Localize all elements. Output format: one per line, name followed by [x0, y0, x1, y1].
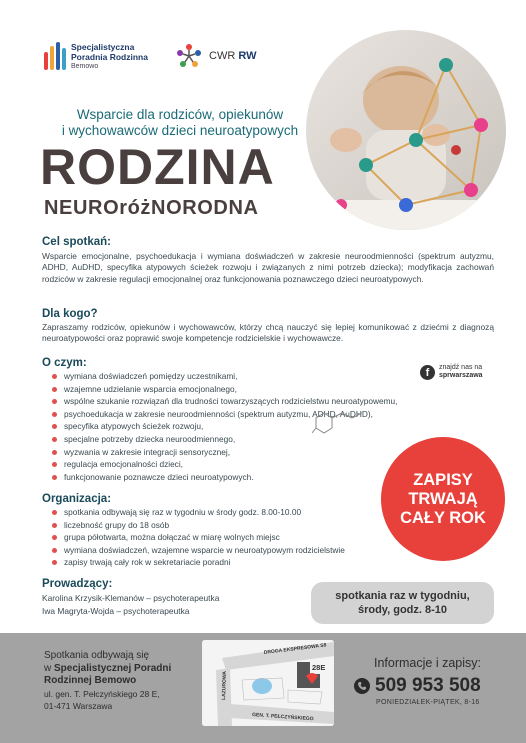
phone-number: 509 953 508 — [375, 675, 481, 696]
cwr-logo-icon — [175, 42, 203, 70]
list-item: liczebność grupy do 18 osób — [52, 519, 345, 532]
org-logo-icon — [44, 42, 66, 70]
prowadzacy-heading: Prowadzący: — [42, 578, 113, 590]
map-street1: DROGA EKSPRESOWA S8 — [263, 642, 327, 656]
person: Karolina Krzysik-Klemanów – psychoterapeutka — [42, 593, 220, 603]
list-item: grupa półotwarta, można dołączać w miarę wolnych miejsc — [52, 531, 345, 544]
list-item: wymiana doświadczeń pomiędzy uczestnikami, — [52, 370, 397, 383]
footer-address-block — [44, 650, 171, 713]
list-item: regulacja emocjonalności dzieci, — [52, 458, 397, 471]
list-item: wymiana doświadczeń, wzajemne wsparcie w neuroatypowym rodzicielstwie — [52, 544, 345, 557]
schedule-line1: spotkania raz w tygodniu, — [335, 590, 470, 602]
list-item: specjalne potrzeby dziecka neuroodmiennego, — [52, 433, 397, 446]
org-district: Bemowo — [71, 63, 99, 70]
map-building: 28E — [312, 663, 326, 672]
list-item: wyzwania w zakresie integracji sensorycznej, — [52, 446, 397, 459]
list-item: wzajemne udzielanie wsparcia emocjonalnego, — [52, 383, 397, 396]
map-street3: GEN. T. PEŁCZYŃSKIEGO — [251, 712, 314, 723]
hero-photo — [306, 30, 506, 230]
list-item: wspólne szukanie rozwiązań dla trudności towarzyszących rodzicielstwu neuroatypowemu, — [52, 395, 397, 408]
cwr-logo — [175, 42, 256, 70]
footer-line1: Spotkania odbywają się — [44, 650, 150, 661]
list-item: spotkania odbywają się raz w tygodniu w środy godz. 8.00-10.00 — [52, 506, 345, 519]
footer-line3-bold: Rodzinnej Bemowo — [44, 675, 137, 686]
zapisy-line2: TRWAJĄ — [408, 489, 478, 508]
phone-link[interactable] — [354, 675, 481, 697]
main-title: RODZINA — [40, 139, 275, 195]
footer-address2: 01-471 Warszawa — [44, 701, 113, 711]
footer-address1: ul. gen. T. Pełczyńskiego 28 E, — [44, 688, 160, 699]
phone-icon — [354, 678, 370, 694]
list-item: psychoedukacja w zakresie neuroodmienności (spektrum autyzmu, ADHD, AuDHD), — [52, 408, 397, 421]
list-item: funkcjonowanie poznawcze dzieci neuroatypowych. — [52, 471, 397, 484]
hero-subtitle — [30, 107, 330, 139]
main-subtitle: NEUROróżNORODNA — [44, 197, 259, 219]
dla-kogo-text: Zapraszamy rodziców, opiekunów i wychowawców, którzy chcą nauczyć się lepiej komunikować z dziećmi z diagnozą neuroatypowości oraz poprawić swoje kompetencje rodzicielskie i wychowawcze. — [42, 322, 494, 344]
facebook-line1: znajdź nas na — [439, 364, 483, 371]
prowadzacy-list — [42, 592, 219, 617]
cwr-bold: RW — [238, 50, 257, 62]
hero-subtitle-line2: i wychowawców dzieci neuroatypowych — [61, 123, 299, 138]
list-item: zapisy trwają cały rok w sekretariacie poradni — [52, 556, 345, 569]
facebook-line2: sprwarszawa — [439, 372, 483, 379]
schedule-line2: środy, godz. 8-10 — [357, 604, 448, 616]
org-logo — [44, 42, 148, 71]
list-item: specyfika atypowych ścieżek rozwoju, — [52, 420, 397, 433]
facebook-link[interactable] — [420, 364, 483, 380]
dla-kogo-heading: Dla kogo? — [42, 308, 98, 320]
molecule-icon — [312, 405, 370, 439]
footer-line2-prefix: w — [44, 662, 54, 674]
location-map — [202, 640, 334, 726]
office-hours: PONIEDZIAŁEK-PIĄTEK, 8-16 — [376, 699, 480, 706]
person: Iwa Magryta-Wojda – psychoterapeutka — [42, 605, 190, 616]
zapisy-line3: CAŁY ROK — [400, 508, 486, 527]
schedule-pill — [311, 582, 494, 624]
zapisy-line1: ZAPISY — [413, 470, 473, 489]
org-name-line1: Specjalistyczna — [71, 42, 135, 52]
info-label: Informacje i zapisy: — [374, 656, 481, 670]
cel-heading: Cel spotkań: — [42, 236, 112, 248]
zapisy-badge — [381, 437, 505, 561]
organizacja-list — [52, 506, 345, 569]
map-street2: LAZUROWA — [221, 670, 229, 701]
hero-subtitle-line1: Wsparcie dla rodziców, opiekunów — [76, 107, 284, 122]
footer-line2-bold: Specjalistycznej Poradni — [54, 662, 172, 674]
org-name-line2: Poradnia Rodzinna — [71, 52, 148, 62]
facebook-icon: f — [420, 365, 435, 380]
cel-text: Wsparcie emocjonalne, psychoedukacja i wymiana doświadczeń w zakresie neuroodmienności (spektrum autyzmu, ADHD, AuDHD, specyfika atypowych ścieżek rozwoju i związanych z nimi potrzeb dziecka); modyfikacja zachowań rodziców w zakresie regulacji emocjonalnej oraz funkcjonowania poznawczego dzieci neuroatypowych. — [42, 251, 494, 284]
cwr-text: CWR — [209, 50, 236, 62]
o-czym-heading: O czym: — [42, 357, 87, 369]
organizacja-heading: Organizacja: — [42, 493, 112, 505]
